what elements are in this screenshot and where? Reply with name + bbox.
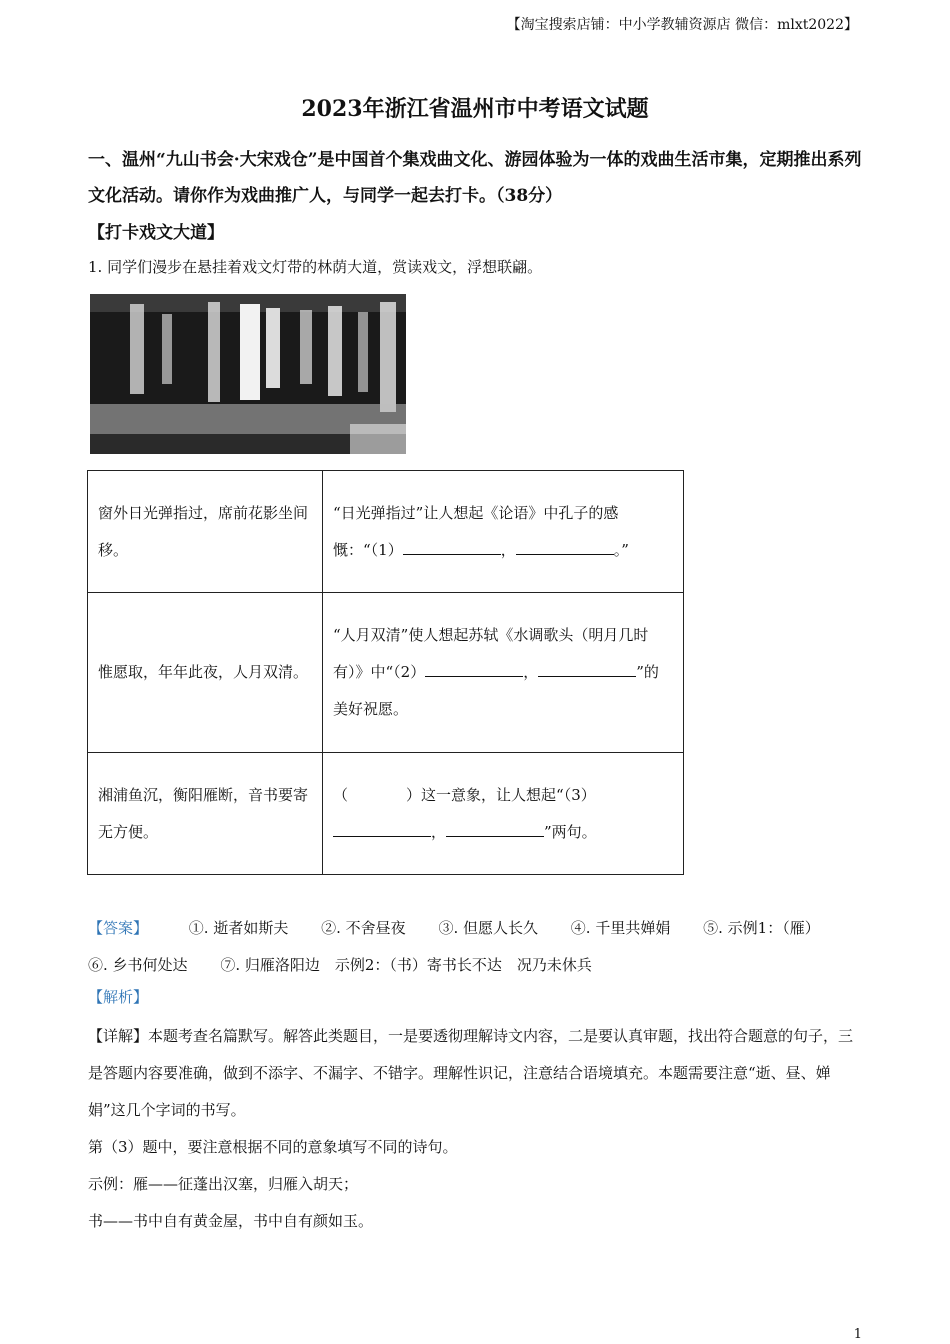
table-cell-prompt [323, 471, 684, 593]
detail-paragraph: 【详解】本题考查名篇默写。解答此类题目，一是要透彻理解诗文内容，二是要认真审题，找出符合题意的句子，三是答题内容要准确，做到不添字、不漏字、不错字。理解性识记，注意结合语境填充。本题需要注意“逝、昼、婵娟”这几个字词的书写。 [88, 1027, 854, 1119]
table-row [88, 593, 684, 753]
detail-paragraph: 书——书中自有黄金屋，书中自有颜如玉。 [88, 1212, 374, 1230]
detail-paragraph: 第（3）题中，要注意根据不同的意象填写不同的诗句。 [88, 1138, 458, 1156]
answer-blank[interactable] [516, 534, 614, 555]
paren-close: ） [406, 785, 422, 804]
prompt-text: “人月双清”使人想起苏轼《水调歌头（明月几时有）》中“（2） [333, 626, 649, 681]
table-row [88, 753, 684, 875]
header-note: 【淘宝搜索店铺：中小学教辅资源店 微信：mlxt2022】 [506, 17, 858, 33]
answer-item: ⑤. 示例1：（雁） [703, 919, 820, 937]
page-title: 2023年浙江省温州市中考语文试题 [301, 96, 649, 122]
paren-open: （ [333, 785, 349, 804]
table-cell-verse: 湘浦鱼沉，衡阳雁断，音书要寄无方便。 [88, 753, 323, 875]
answer-block [88, 910, 863, 984]
section-title: 【打卡戏文大道】 [88, 223, 224, 243]
answer-item: ⑥. 乡书何处达 [88, 956, 188, 974]
poetry-table [87, 470, 684, 875]
table-cell-verse: 惟愿取，年年此夜，人月双清。 [88, 593, 323, 753]
prompt-text: “日光弹指过”让人想起《论语》中孔子的感慨：“（1） [333, 503, 619, 559]
intro-paragraph: 一、温州“九山书会·大宋戏仓”是中国首个集戏曲文化、游园体验为一体的戏曲生活市集，定期推出系列文化活动。请你作为戏曲推广人，与同学一起去打卡。（38分） [88, 150, 862, 206]
answer-blank[interactable] [425, 656, 523, 677]
photo-image [90, 294, 406, 454]
answer-item: ②. 不舍昼夜 [321, 919, 406, 937]
detail-paragraph: 示例：雁——征蓬出汉塞，归雁入胡天； [88, 1175, 359, 1193]
lantern-street-photo [90, 294, 406, 454]
page-number: 1 [853, 1327, 862, 1342]
answer-item: ⑦. 归雁洛阳边 示例2：（书）寄书长不达 况乃未休兵 [220, 956, 592, 974]
answer-blank[interactable] [333, 816, 431, 837]
answer-label: 【答案】 [88, 919, 149, 937]
answer-blank[interactable] [446, 816, 544, 837]
table-cell-verse: 窗外日光弹指过，席前花影坐间移。 [88, 471, 323, 593]
answer-blank[interactable] [403, 534, 501, 555]
answer-item: ①. 逝者如斯夫 [188, 919, 289, 937]
separator: ， [500, 540, 516, 559]
table-cell-prompt [323, 753, 684, 875]
prompt-end: ”的美好祝愿。 [333, 663, 659, 718]
answer-item: ③. 但愿人长久 [438, 919, 538, 937]
table-cell-prompt [323, 593, 684, 753]
table-row [88, 471, 684, 593]
separator: ， [431, 822, 447, 841]
prompt-end: ”两句。 [544, 822, 597, 841]
answer-blank[interactable] [538, 656, 636, 677]
question-1: 1. 同学们漫步在悬挂着戏文灯带的林荫大道，赏读戏文，浮想联翩。 [88, 258, 543, 276]
prompt-text: 这一意象，让人想起“（3） [421, 785, 596, 804]
prompt-end: 。” [613, 540, 629, 559]
analysis-label: 【解析】 [88, 988, 149, 1006]
detail-block [88, 1018, 863, 1240]
answer-item: ④. 千里共婵娟 [570, 919, 671, 937]
separator: ， [523, 663, 539, 681]
